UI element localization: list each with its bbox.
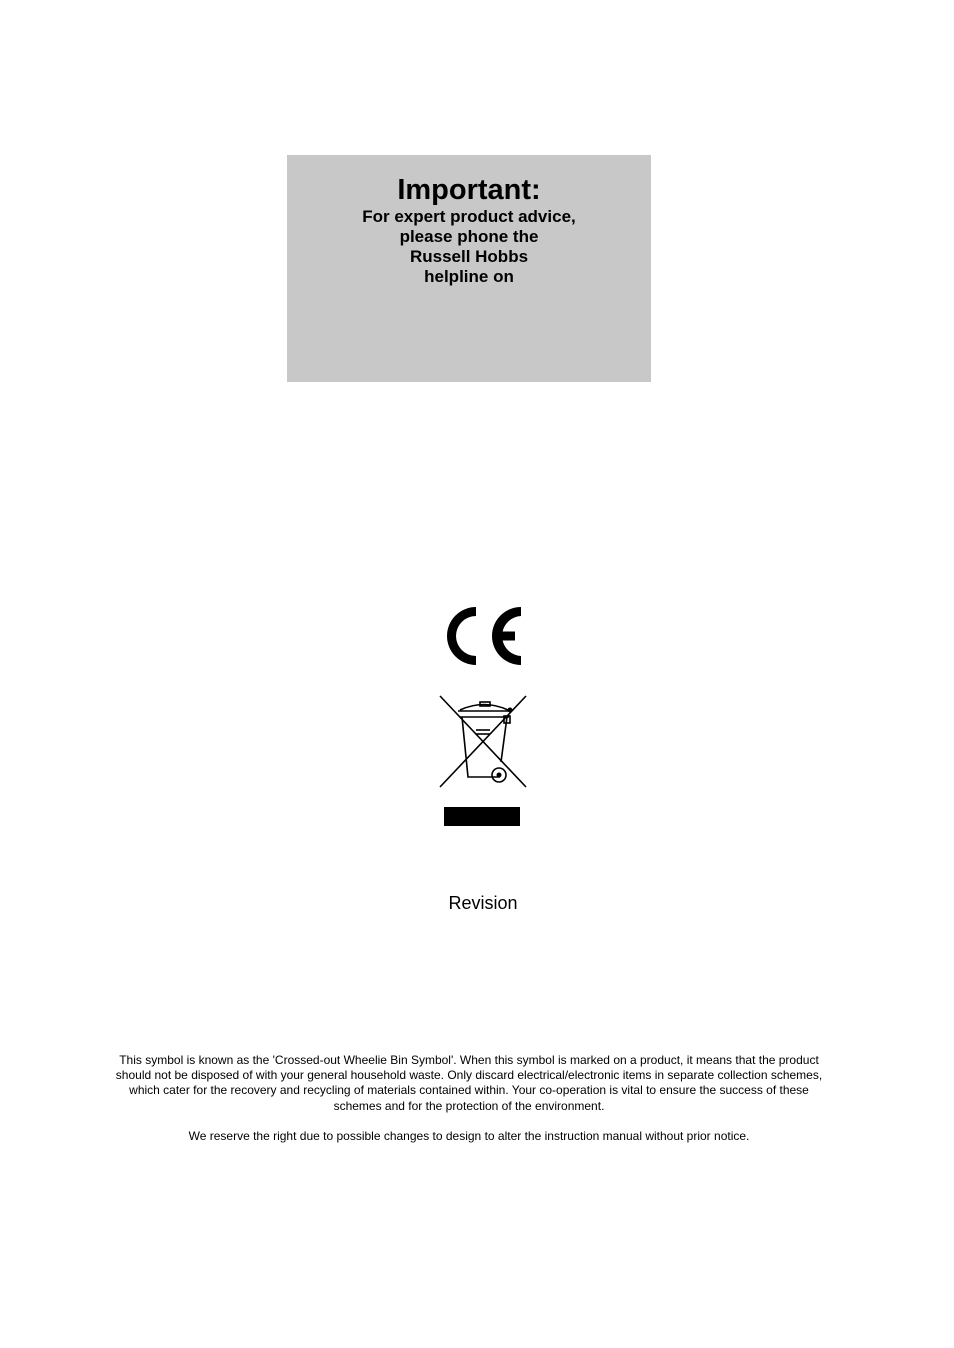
disposal-line-3: which cater for the recovery and recycling of materials contained within. Your co-operation is vital to ensure the success of these (129, 1083, 809, 1098)
disposal-paragraph (100, 1053, 838, 1114)
ce-mark-icon (443, 603, 523, 669)
important-line-2: please phone the (399, 227, 539, 246)
crossed-out-wheelie-bin-icon (438, 694, 530, 790)
important-line-3: Russell Hobbs (409, 247, 529, 266)
disposal-line-2: should not be disposed of with your general household waste. Only discard electrical/electronic items in separate collection schemes, (115, 1068, 823, 1083)
important-line-1: For expert product advice, (362, 207, 576, 226)
disposal-line-4: schemes and for the protection of the environment. (333, 1098, 605, 1113)
black-bar (444, 807, 520, 826)
important-line-4: helpline on (424, 267, 514, 286)
important-title: Important: (397, 174, 541, 206)
disposal-line-1: This symbol is known as the 'Crossed-out Wheelie Bin Symbol'. When this symbol is marked on a product, it means that the product (119, 1053, 819, 1067)
notice-paragraph: We reserve the right due to possible changes to design to alter the instruction manual without prior notice. (188, 1129, 750, 1143)
important-box (287, 155, 651, 382)
revision-label: Revision (448, 893, 518, 913)
